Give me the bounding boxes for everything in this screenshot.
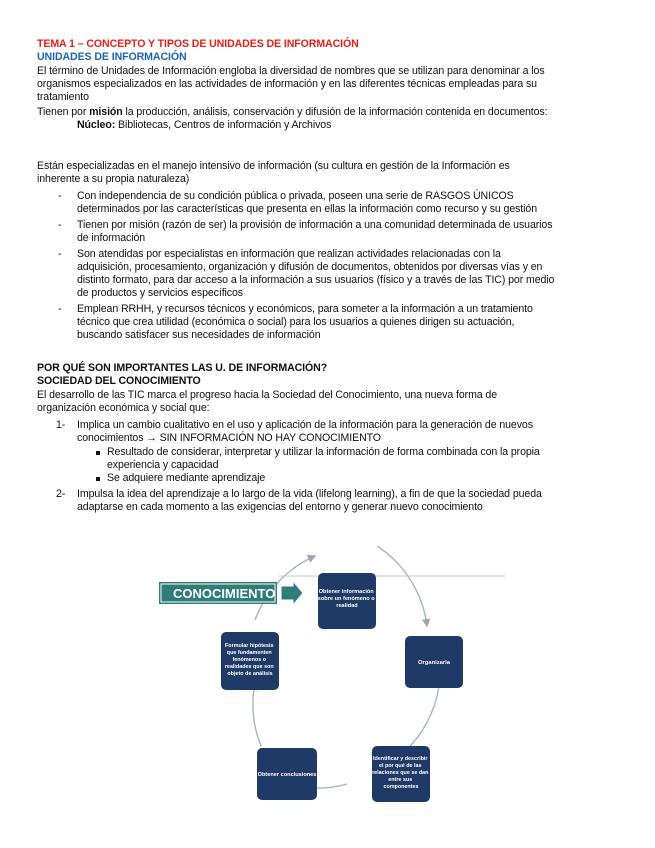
bullet-3-line-4: de productos y servicios específicos: [77, 287, 243, 299]
cycle-arrow: [403, 686, 439, 753]
bullet-3-line-3: distinto formato, para dar acceso a la información a sus usuarios (físico y a través de las TIC) por medio: [77, 274, 555, 286]
node-text: Obtener conclusiones: [257, 772, 317, 778]
node-identificar: [372, 746, 430, 802]
nucleo-text: Bibliotecas, Centros de información y Archivos: [115, 119, 332, 131]
bullet-4-line-2: técnico que crea utilidad (económica o social) para los usuarios a quienes dirigen su actuación,: [77, 316, 515, 328]
section-para-2: organización económica y social que:: [37, 402, 210, 414]
bullet-3-line-1: Son atendidas por especialistas en información que realizan actividades relacionadas con la: [77, 248, 501, 260]
node-text: el por qué de las: [378, 763, 422, 769]
node-text: Organizarla: [418, 660, 450, 666]
doc-title: TEMA 1 – CONCEPTO Y TIPOS DE UNIDADES DE INFORMACIÓN: [37, 38, 359, 50]
section-para-1: El desarrollo de las TIC marca el progreso hacia la Sociedad del Conocimiento, una nueva forma de: [37, 389, 498, 401]
item-1-line-1: Implica un cambio cualitativo en el uso y aplicación de la información para la generación de nuevos: [77, 419, 533, 431]
conocimiento-banner: [159, 581, 303, 605]
item-1-line-2: conocimientos → SIN INFORMACIÓN NO HAY CONOCIMIENTO: [77, 432, 381, 444]
node-text: realidad: [336, 603, 358, 609]
section-heading: POR QUÉ SON IMPORTANTES LAS U. DE INFORMACIÓN?: [37, 362, 328, 374]
node-text: sobre un fenómeno o: [317, 596, 375, 602]
bullet-dash: -: [58, 190, 62, 202]
section-subheading: SOCIEDAD DEL CONOCIMIENTO: [37, 375, 201, 387]
sub-bullet-1-line-2: experiencia y capacidad: [107, 459, 219, 471]
intro-line-2: organismos especializados en las actividades de información y en las diferentes técnicas empleadas para su: [37, 78, 537, 90]
node-text: objeto de análisis: [227, 671, 273, 677]
node-text: componentes: [383, 784, 419, 790]
specialized-line-2: inherente a su propia naturaleza): [37, 173, 190, 185]
svg-text:Organizarla: [418, 660, 451, 666]
node-obtener-informacion: [318, 573, 376, 629]
bullet-dash: -: [58, 248, 62, 260]
cycle-arrow: [253, 683, 261, 746]
node-organizarla: [405, 636, 463, 688]
bullet-dash: -: [58, 219, 62, 231]
intro-line-3: tratamiento: [37, 91, 89, 103]
cycle-arrow: [377, 546, 427, 626]
doc-subtitle: UNIDADES DE INFORMACIÓN: [37, 51, 187, 63]
node-text: entre sus: [388, 777, 413, 783]
node-text: fenómenos o: [232, 657, 267, 663]
bullet-2-line-2: de información: [77, 232, 146, 244]
square-bullet-icon: [96, 451, 100, 455]
item-1-number: 1-: [56, 419, 66, 431]
node-formular-hipotesis: [221, 632, 279, 690]
node-text: que fundamenten: [226, 650, 272, 656]
sub-bullet-1-line-1: Resultado de considerar, interpretar y utilizar la información de forma combinada con la propia: [107, 446, 540, 458]
nucleo-label: Núcleo:: [77, 119, 116, 131]
item-2-line-2: adaptarse en cada momento a las exigencias del entorno y generar nuevo conocimiento: [77, 501, 483, 513]
bullet-1-line-2: determinados por las características que presenta en ellas la información como recurso y su gestión: [77, 203, 537, 215]
node-text: realidades que son: [224, 664, 274, 670]
node-text: relaciones que se dan: [372, 770, 429, 776]
knowledge-cycle-diagram: [155, 518, 505, 810]
node-obtener-conclusiones: [257, 748, 317, 800]
node-text: Formular hipótesis: [224, 643, 274, 649]
square-bullet-icon: [96, 477, 100, 481]
banner-label: CONOCIMIENTO: [173, 586, 276, 601]
bullet-2-line-1: Tienen por misión (razón de ser) la provisión de información a una comunidad determinada de usuarios: [77, 219, 553, 231]
bullet-3-line-2: adquisición, procesamiento, organización y difusión de documentos, obtenidos por diversas vías y en: [77, 261, 543, 273]
bullet-4-line-1: Emplean RRHH, y recursos técnicos y económicos, para someter a la información a un tratamiento: [77, 303, 533, 315]
intro-line-1: El término de Unidades de Información engloba la diversidad de nombres que se utilizan para denominar a los: [37, 65, 545, 77]
item-2-line-1: Impulsa la idea del aprendizaje a lo largo de la vida (lifelong learning), a fin de que la sociedad pueda: [77, 488, 542, 500]
svg-text:Obtener conclusiones: [258, 772, 317, 778]
node-text: Obtener información: [318, 589, 374, 595]
item-2-number: 2-: [56, 488, 66, 500]
bullet-4-line-3: buscando satisfacer sus necesidades de información: [77, 329, 321, 341]
node-text: Identificar y describir: [372, 756, 428, 762]
nucleo-line: [77, 119, 331, 132]
mision-post: la producción, análisis, conservación y difusión de la información contenida en documentos:: [122, 106, 548, 118]
specialized-line-1: Están especializadas en el manejo intensivo de información (su cultura en gestión de la Información es: [37, 160, 510, 172]
mision-bold: misión: [89, 106, 123, 118]
sub-bullet-2-line-1: Se adquiere mediante aprendizaje: [107, 472, 266, 484]
mision-line: [37, 106, 547, 119]
bullet-1-line-1: Con independencia de su condición pública o privada, poseen una serie de RASGOS ÚNICOS: [77, 190, 514, 202]
mision-pre: Tienen por: [37, 106, 90, 118]
bullet-dash: -: [58, 303, 62, 315]
arrow-right-icon: [281, 581, 303, 605]
